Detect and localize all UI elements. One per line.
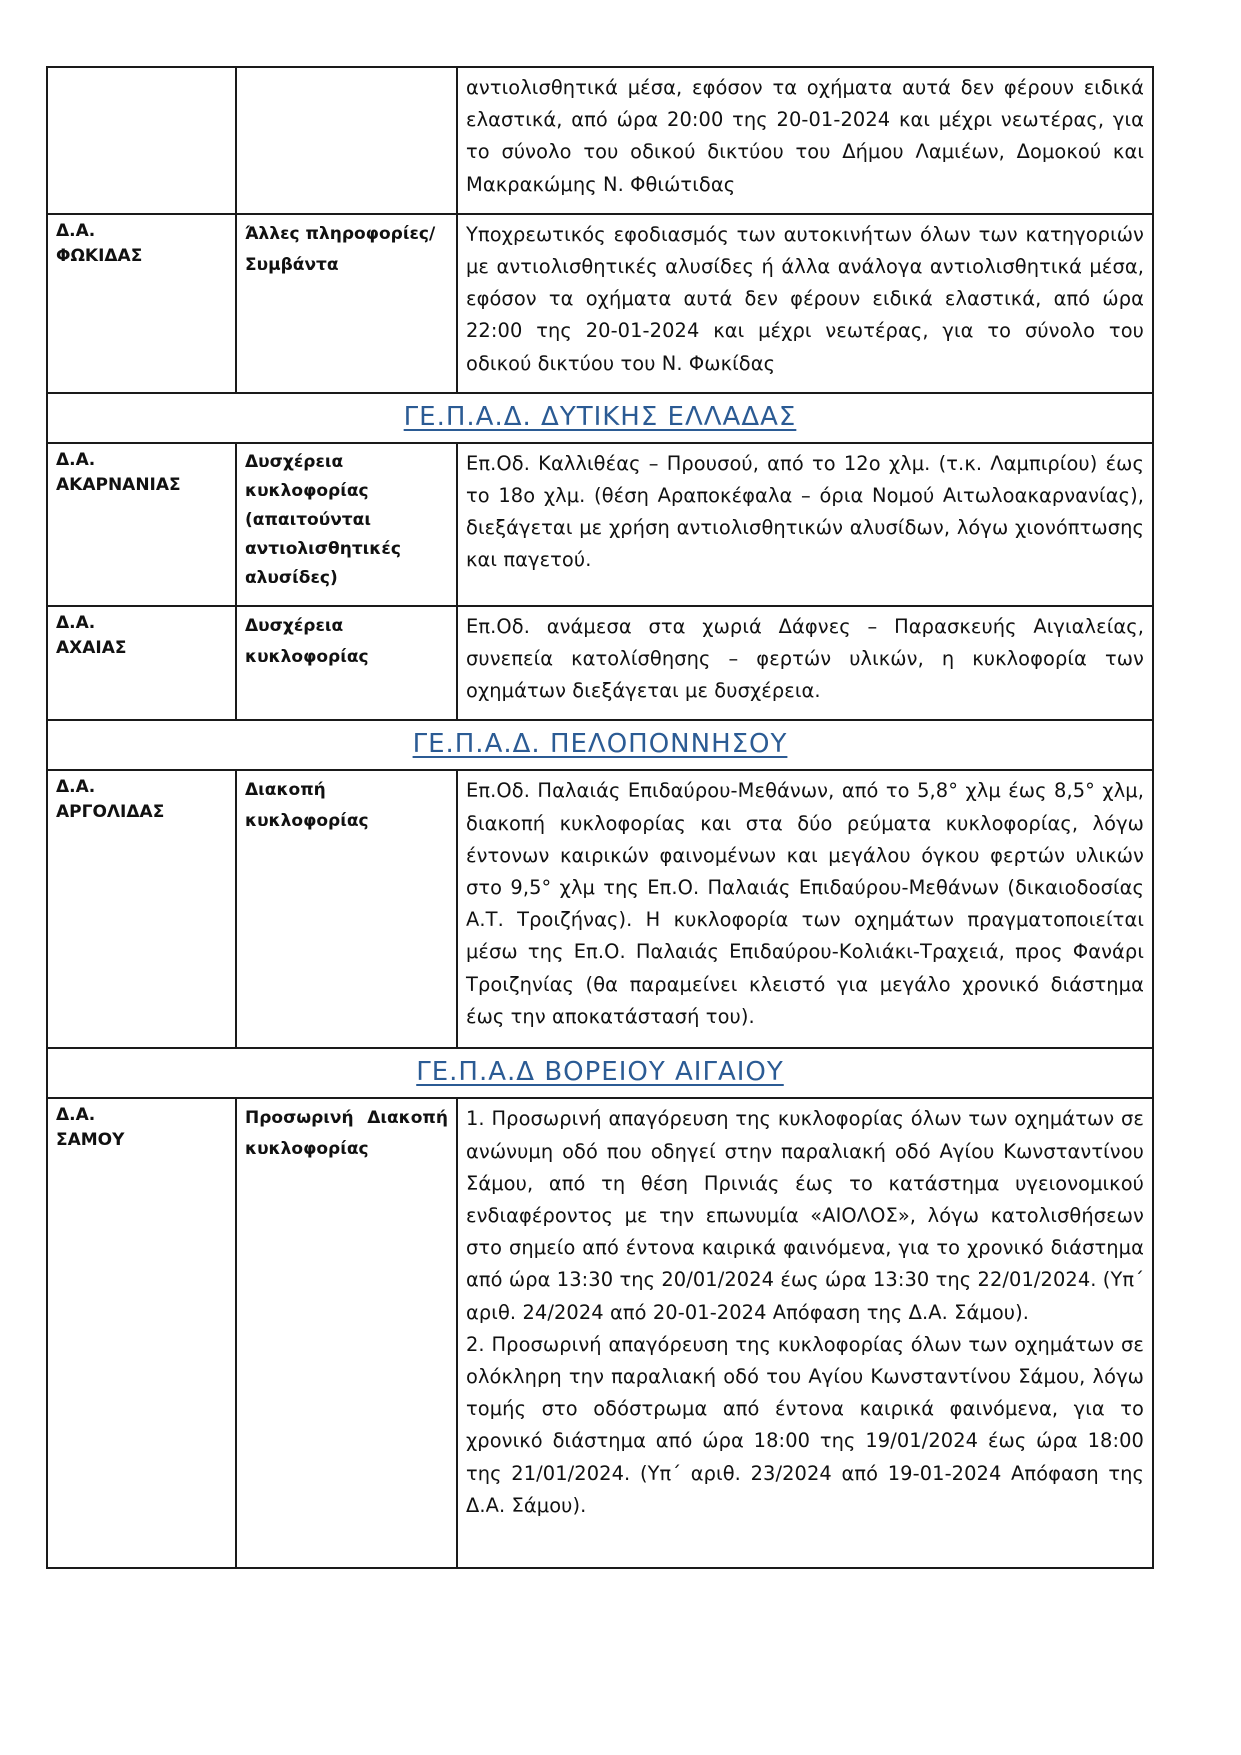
description-text: Επ.Οδ. ανάμεσα στα χωριά Δάφνες – Παρασκευής Αιγιαλείας, συνεπεία κατολίσθησης – φερτών υλικών, η κυκλοφορία των οχημάτων διεξάγεται με δυσχέρεια. xyxy=(466,614,1144,703)
category-cell: Δυσχέρεια κυκλοφορίας (απαιτούνται αντιολισθητικές αλυσίδες) xyxy=(236,443,457,606)
table-row xyxy=(47,606,1153,721)
category-cell: Δυσχέρεια κυκλοφορίας xyxy=(236,606,457,721)
traffic-report-table xyxy=(46,66,1154,1569)
authority-cell xyxy=(47,606,236,721)
category-cell: Προσωρινή Διακοπή κυκλοφορίας xyxy=(236,1098,457,1568)
description-text: Επ.Οδ. Παλαιάς Επιδαύρου-Μεθάνων, από το 5,8° χλμ έως 8,5° χλμ, διακοπή κυκλοφορίας και στα δύο ρεύματα κυκλοφορίας, λόγω έντονων καιρικών φαινομένων και μεγάλου όγκου φερτών υλικών στο 9,5° χλμ της Επ.Ο. Παλαιάς Επιδαύρου-Μεθάνων (δικαιοδοσίας Α.Τ. Τροιζήνας). Η κυκλοφορία των οχημάτων πραγματοποιείται μέσω της Επ.Ο. Παλαιάς Επιδαύρου-Κολιάκι-Τραχειά, προς Φανάρι Τροιζηνίας (θα παραμείνει κλειστό για μεγάλο χρονικό διάστημα έως την αποκατάστασή του). xyxy=(466,779,1144,1028)
description-cell xyxy=(457,214,1153,393)
category-cell: Άλλες πληροφορίες/ Συμβάντα xyxy=(236,214,457,393)
description-cell xyxy=(457,67,1153,214)
table-row xyxy=(47,214,1153,393)
authority-name: ΑΧΑΙΑΣ xyxy=(56,637,127,658)
category-cell xyxy=(236,67,457,214)
table-row xyxy=(47,67,1153,214)
authority-cell xyxy=(47,1098,236,1568)
table-row xyxy=(47,443,1153,606)
authority-prefix: Δ.Α. xyxy=(56,220,96,241)
description-cell xyxy=(457,606,1153,721)
section-heading-north-aegean: ΓΕ.Π.Α.Δ ΒΟΡΕΙΟΥ ΑΙΓΑΙΟΥ xyxy=(416,1057,784,1088)
authority-prefix: Δ.Α. xyxy=(56,777,96,798)
category-cell: Διακοπή κυκλοφορίας xyxy=(236,770,457,1048)
section-heading-row xyxy=(47,720,1153,770)
section-heading-row xyxy=(47,393,1153,443)
description-cell xyxy=(457,1098,1153,1568)
authority-prefix: Δ.Α. xyxy=(56,449,96,470)
authority-name: ΦΩΚΙΔΑΣ xyxy=(56,245,143,266)
table-row xyxy=(47,770,1153,1048)
authority-cell xyxy=(47,770,236,1048)
authority-name: ΣΑΜΟΥ xyxy=(56,1130,125,1151)
authority-name: ΑΡΓΟΛΙΔΑΣ xyxy=(56,802,165,823)
section-heading-cell xyxy=(47,393,1153,443)
description-item-1: 1. Προσωρινή απαγόρευση της κυκλοφορίας όλων των οχημάτων σε ανώνυμη οδό που οδηγεί στην παραλιακή οδό Αγίου Κωνσταντίνου Σάμου, από τη θέση Πρινιάς έως το κατάστημα υγειονομικού ενδιαφέροντος με την επωνυμία «ΑΙΟΛΟΣ», λόγω κατολισθήσεων στο σημείο από έντονα καιρικά φαινόμενα, για το χρονικό διάστημα από ώρα 13:30 της 20/01/2024 έως ώρα 13:30 της 22/01/2024. (Υπ΄ αριθ. 24/2024 από 20-01-2024 Απόφαση της Δ.Α. Σάμου). xyxy=(466,1107,1144,1324)
authority-cell xyxy=(47,67,236,214)
section-heading-cell xyxy=(47,1048,1153,1098)
authority-name: ΑΚΑΡΝΑΝΙΑΣ xyxy=(56,474,181,495)
authority-prefix: Δ.Α. xyxy=(56,612,96,633)
description-item-2: 2. Προσωρινή απαγόρευση της κυκλοφορίας όλων των οχημάτων σε ολόκληρη την παραλιακή οδό του Αγίου Κωνσταντίνου Σάμου, λόγω τομής στο οδόστρωμα από έντονα καιρικά φαινόμενα, για το χρονικό διάστημα από ώρα 18:00 της 19/01/2024 έως ώρα 18:00 της 21/01/2024. (Υπ΄ αριθ. 23/2024 από 19-01-2024 Απόφαση της Δ.Α. Σάμου). xyxy=(466,1332,1144,1517)
authority-cell xyxy=(47,443,236,606)
table-row xyxy=(47,1098,1153,1568)
description-text: Υποχρεωτικός εφοδιασμός των αυτοκινήτων όλων των κατηγοριών με αντιολισθητικές αλυσίδες ή άλλα ανάλογα αντιολισθητικά μέσα, εφόσον τα οχήματα αυτά δεν φέρουν ειδικά ελαστικά, από ώρα 22:00 της 20-01-2024 και μέχρι νεωτέρας, για το σύνολο του οδικού δικτύου του Ν. Φωκίδας xyxy=(466,222,1144,375)
section-heading-peloponnese: ΓΕ.Π.Α.Δ. ΠΕΛΟΠΟΝΝΗΣΟΥ xyxy=(412,729,788,760)
authority-cell xyxy=(47,214,236,393)
description-cell xyxy=(457,443,1153,606)
authority-prefix: Δ.Α. xyxy=(56,1105,96,1126)
section-heading-western-greece: ΓΕ.Π.Α.Δ. ΔΥΤΙΚΗΣ ΕΛΛΑΔΑΣ xyxy=(403,401,797,432)
section-heading-cell xyxy=(47,720,1153,770)
description-cell xyxy=(457,770,1153,1048)
description-text: αντιολισθητικά μέσα, εφόσον τα οχήματα αυτά δεν φέρουν ειδικά ελαστικά, από ώρα 20:00 της 20-01-2024 και μέχρι νεωτέρας, για το σύνολο του οδικού δικτύου του Δήμου Λαμιέων, Δομοκού και Μακρακώμης Ν. Φθιώτιδας xyxy=(466,76,1144,196)
section-heading-row xyxy=(47,1048,1153,1098)
document-page xyxy=(46,66,1152,1569)
description-text: Επ.Οδ. Καλλιθέας – Προυσού, από το 12ο χλμ. (τ.κ. Λαμπιρίου) έως το 18ο χλμ. (θέση Αραποκέφαλα – όρια Νομού Αιτωλοακαρνανίας), διεξάγεται με χρήση αντιολισθητικών αλυσίδων, λόγω χιονόπτωσης και παγετού. xyxy=(466,451,1144,572)
